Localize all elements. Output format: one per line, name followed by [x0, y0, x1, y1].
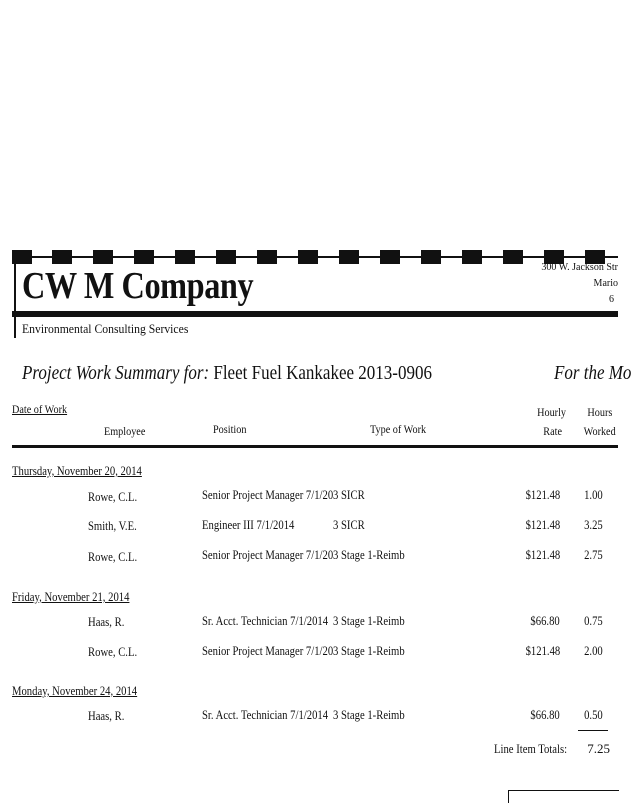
- hours-cell: 0.75: [584, 613, 603, 628]
- rate-cell: $121.48: [525, 487, 560, 502]
- company-name: CW M Company: [22, 265, 254, 307]
- period-label: For the Mo: [554, 362, 631, 384]
- col-hours-worked-top: Hours: [587, 405, 612, 419]
- project-name: Fleet Fuel Kankakee 2013-0906: [213, 362, 432, 384]
- col-hourly-rate-bottom: Rate: [543, 424, 562, 438]
- rate-cell: $66.80: [530, 613, 560, 628]
- position-cell: Engineer III 7/1/2014: [202, 517, 295, 532]
- hours-cell: 1.00: [584, 487, 603, 502]
- page-title: [22, 362, 432, 385]
- address-line-2: Mario: [593, 278, 618, 289]
- date-heading: Friday, November 21, 2014: [12, 589, 130, 604]
- position-cell: Senior Project Manager 7/1/20: [202, 547, 334, 562]
- type-cell: 3 Stage 1-Reimb: [333, 707, 405, 722]
- employee-cell: Haas, R.: [88, 614, 125, 629]
- address-line-3: 6: [609, 294, 614, 305]
- employee-cell: Rowe, C.L.: [88, 549, 138, 564]
- position-cell: Senior Project Manager 7/1/20: [202, 643, 334, 658]
- type-cell: 3 SICR: [333, 517, 365, 532]
- footer-box-fragment: [508, 790, 619, 803]
- employee-cell: Rowe, C.L.: [88, 644, 138, 659]
- col-employee: Employee: [104, 424, 146, 438]
- employee-cell: Smith, V.E.: [88, 518, 137, 533]
- rate-cell: $121.48: [525, 643, 560, 658]
- col-hourly-rate-top: Hourly: [537, 405, 566, 419]
- rate-cell: $66.80: [530, 707, 560, 722]
- address-line-1: 300 W. Jackson Str: [541, 262, 618, 273]
- header-rule: [12, 311, 618, 317]
- employee-cell: Haas, R.: [88, 708, 125, 723]
- position-cell: Sr. Acct. Technician 7/1/2014: [202, 707, 329, 722]
- totals-rule: [578, 730, 608, 731]
- company-subtitle: Environmental Consulting Services: [22, 321, 189, 336]
- hours-cell: 2.00: [584, 643, 603, 658]
- rate-cell: $121.48: [525, 517, 560, 532]
- type-cell: 3 Stage 1-Reimb: [333, 613, 405, 628]
- position-cell: Sr. Acct. Technician 7/1/2014: [202, 613, 329, 628]
- totals-label: Line Item Totals:: [494, 741, 568, 756]
- col-hours-worked-bottom: Worked: [583, 424, 616, 438]
- hours-cell: 0.50: [584, 707, 603, 722]
- header-underline: [12, 445, 618, 448]
- hours-cell: 2.75: [584, 547, 603, 562]
- employee-cell: Rowe, C.L.: [88, 489, 138, 504]
- type-cell: 3 Stage 1-Reimb: [333, 547, 405, 562]
- type-cell: 3 Stage 1-Reimb: [333, 643, 405, 658]
- header-left-rule: [14, 258, 16, 338]
- col-date-of-work: Date of Work: [12, 402, 68, 416]
- totals-hours: 7.25: [587, 741, 610, 756]
- title-prefix: Project Work Summary for:: [22, 362, 210, 384]
- col-type-of-work: Type of Work: [370, 422, 427, 436]
- header-dashed-bar: [12, 250, 618, 264]
- hours-cell: 3.25: [584, 517, 603, 532]
- rate-cell: $121.48: [525, 547, 560, 562]
- type-cell: 3 SICR: [333, 487, 365, 502]
- position-cell: Senior Project Manager 7/1/20: [202, 487, 334, 502]
- col-position: Position: [213, 422, 247, 436]
- date-heading: Thursday, November 20, 2014: [12, 463, 142, 478]
- date-heading: Monday, November 24, 2014: [12, 683, 138, 698]
